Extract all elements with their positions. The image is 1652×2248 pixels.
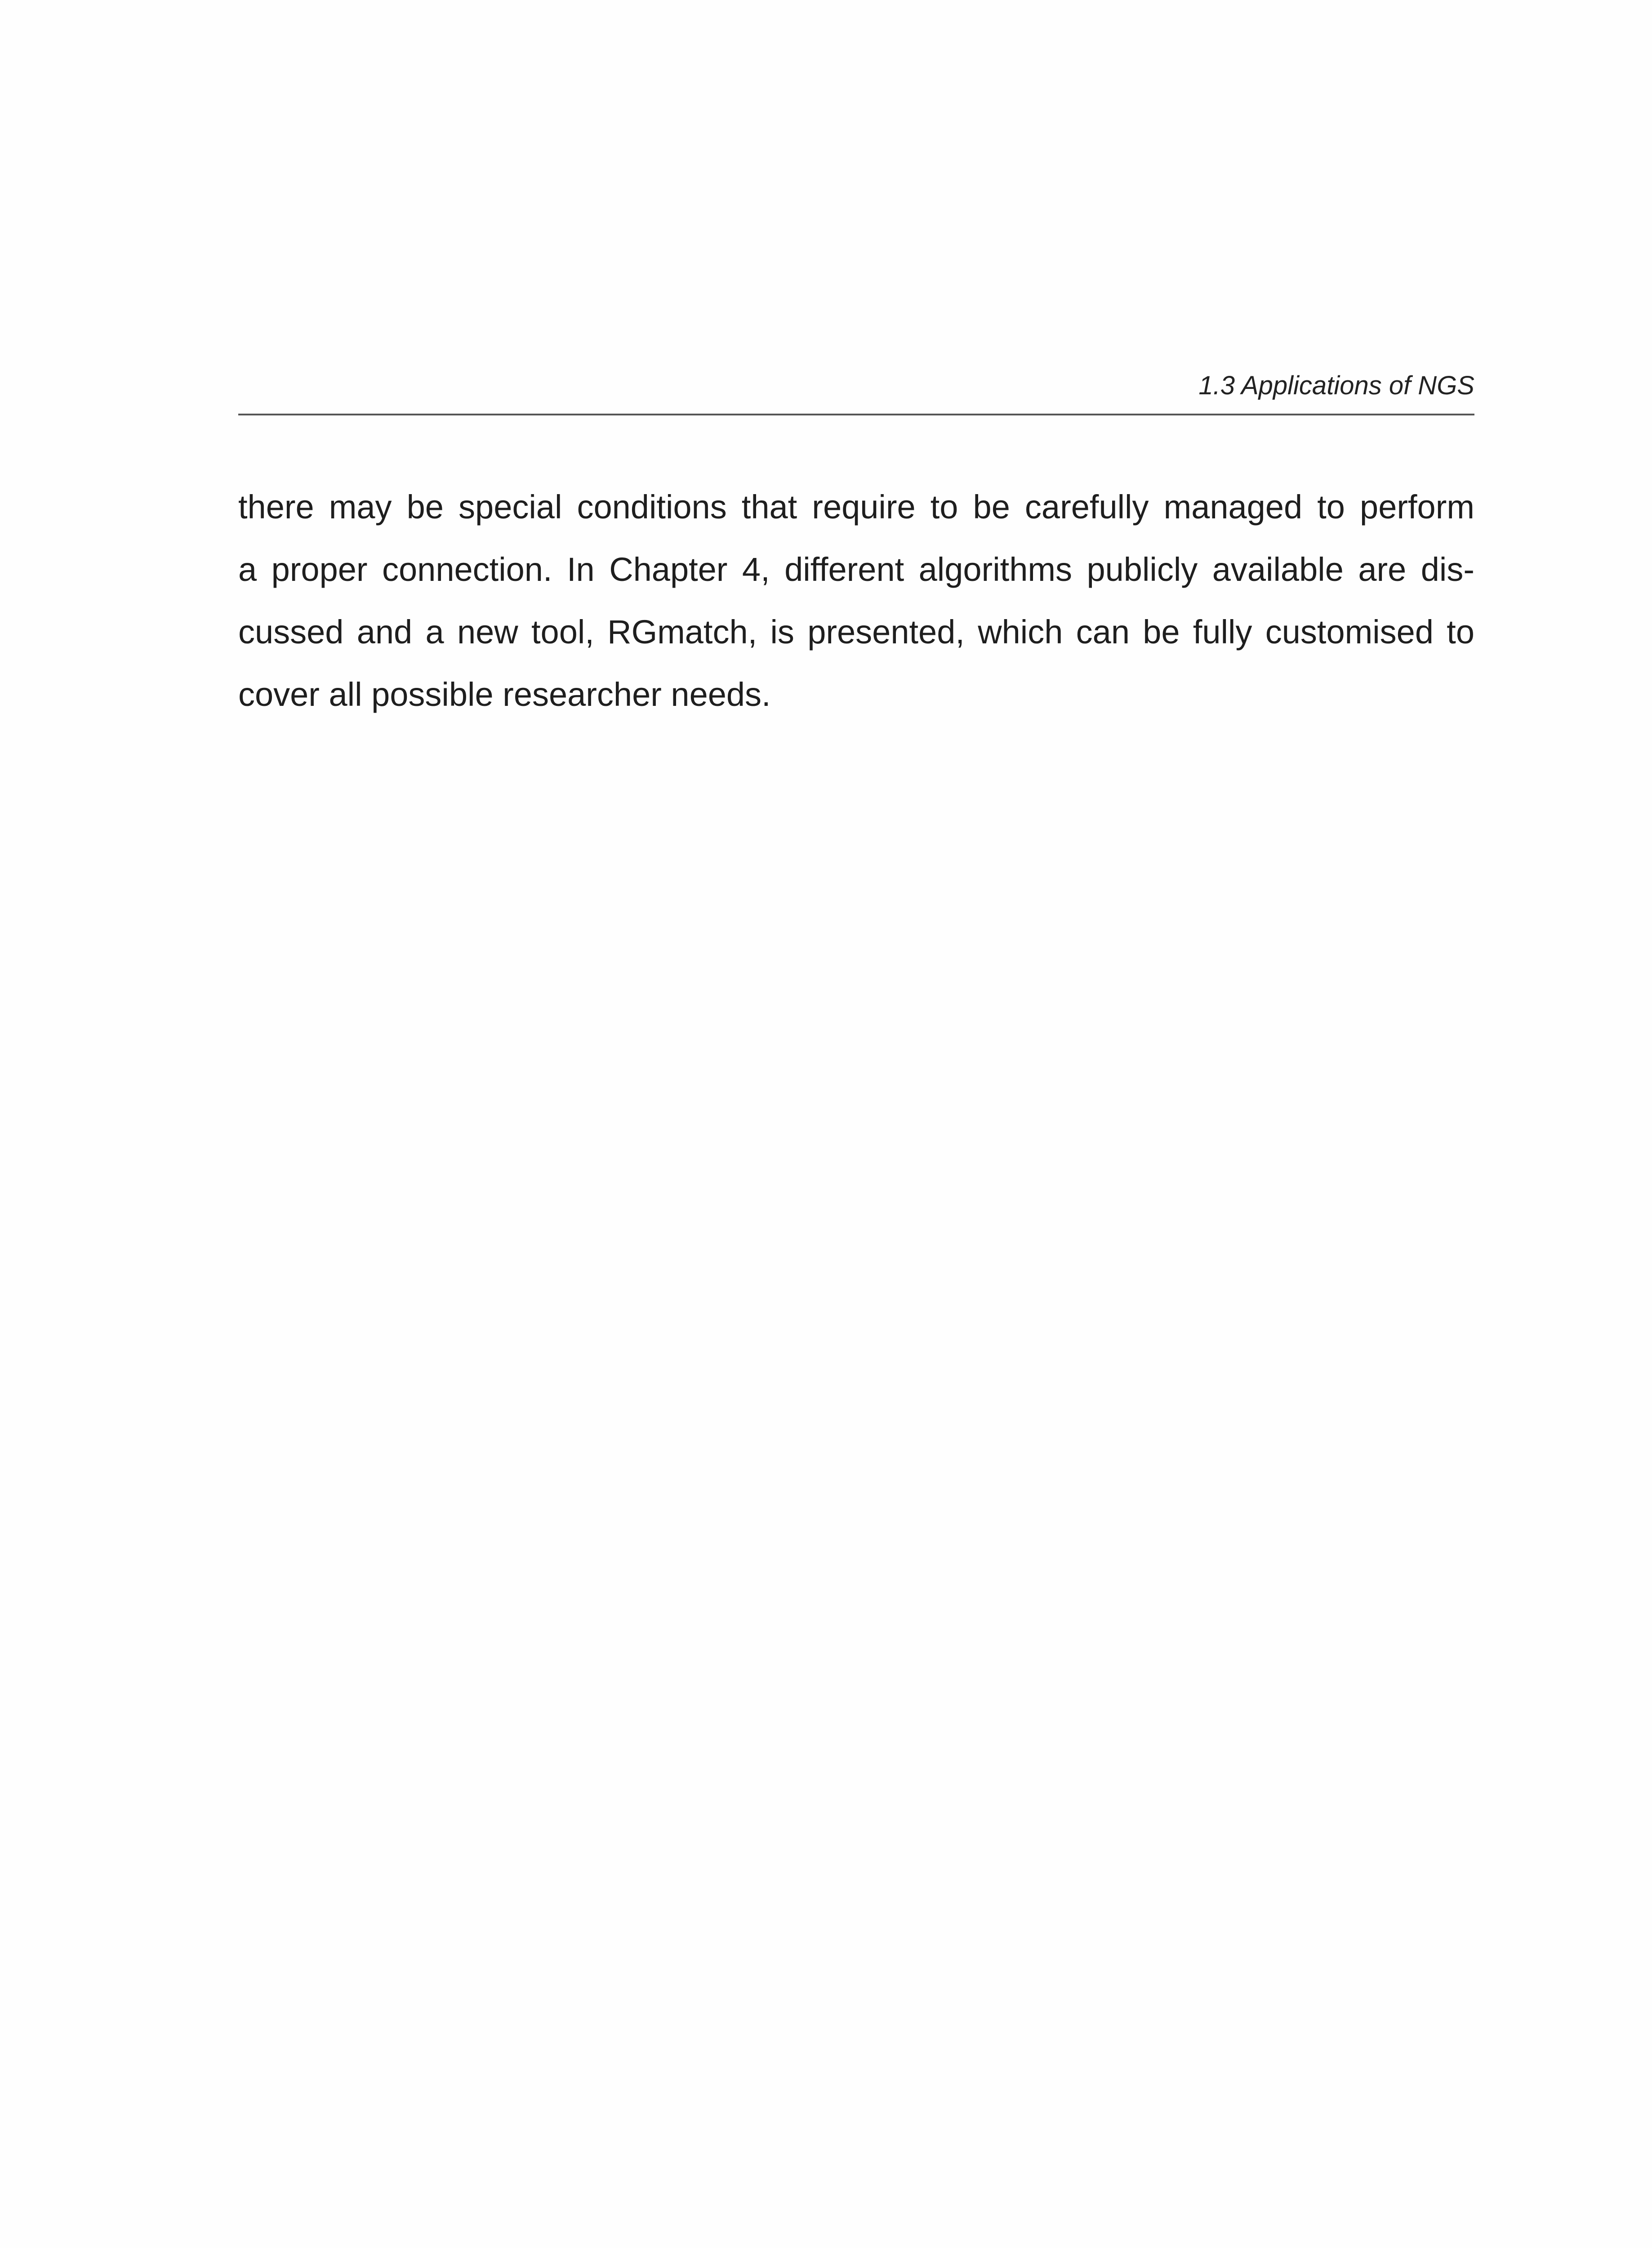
paragraph-line: a proper connection. In Chapter 4, different algorithms publicly available are dis- (238, 551, 1474, 588)
paragraph-line: cussed and a new tool, RGmatch, is presented, which can be fully customised to (238, 613, 1474, 651)
body-paragraph (238, 476, 1474, 726)
running-header-title: 1.3 Applications of NGS (1198, 371, 1474, 400)
paragraph-line: there may be special conditions that require to be carefully managed to perform (238, 488, 1474, 526)
header-rule (238, 414, 1474, 415)
paragraph-line: cover all possible researcher needs. (238, 676, 771, 713)
